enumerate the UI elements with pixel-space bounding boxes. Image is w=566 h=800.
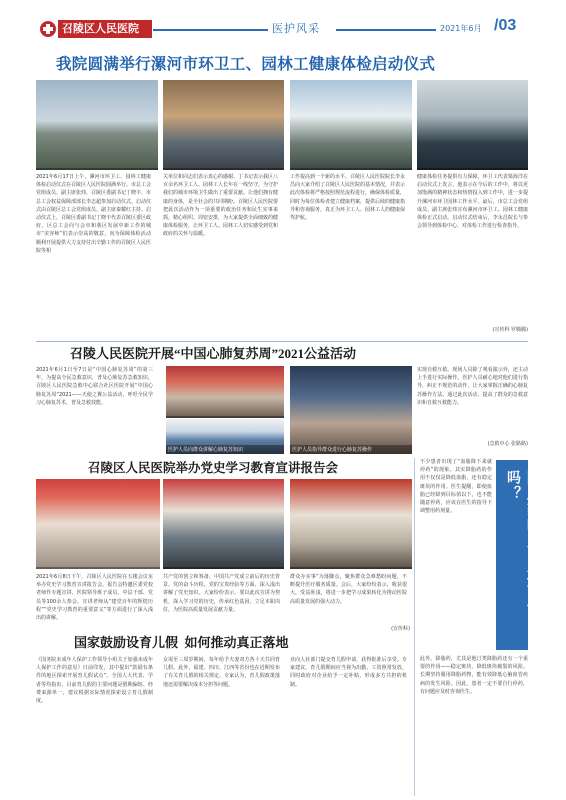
article4-title: 国家鼓励设育儿假 如何推动真正落地 (74, 635, 289, 650)
article3-col-3: 群众办实事”为落脚点，聚焦群众急难愁盼问题，不断提升医疗服务质量。会后，大家纷纷表示，收获很大，受益匪浅，将进一步把学习成果转化为推动医院高质量发展的强大动力。 (290, 574, 407, 605)
article2-title: 召陵人民医院开展“中国心肺复苏周”2021公益活动 (70, 346, 357, 361)
article1-col-4: 健康体检任务提供有力保障。环卫工代表梁海洋在启动仪式上发言，他表示在今后的工作中，将以更加饱满的精神状态和热情投入到工作中，进一步提升漯河市环卫园林工作水平。最后，市总工会党组成员、副主席张炜宣布漯河市环卫工、园林工健康体检正式启动。启动仪式结束后，李永昌院长与参会领导到体检中心，对体检工作进行检查指导。 (417, 174, 528, 230)
article1-col-3: 工作提高到一个新的水平。召陵区人民医院院长李永昌向大家介绍了召陵区人民医院的基本情况，并表示此次体检将严格按照规范流程进行，确保体检质量，同时为每位体检者建立健康档案，提供后续的健康指导和咨询服务，真正为环卫工人、园林工人的健康保驾护航。 (290, 174, 405, 222)
article1-title: 我院圆满举行漯河市环卫工、园林工健康体检启动仪式 (56, 56, 436, 73)
hospital-name: 召陵区人民医院 (58, 20, 152, 38)
sidebar-text-2: 此外，降脂药，尤其是他汀类降脂药还有一个重要的作用——稳定斑块，降低斑块破裂的风险。长期坚持服用降脂药物，能有效降低心脑血管疾病的发生风险。因此，患者一定不要自行停药，有问题应及时咨询医生。 (420, 656, 528, 695)
column-name: 医护风采 (272, 22, 320, 35)
sidebar-title: 降脂药吃上了还能停吗？ (496, 460, 528, 650)
article4-col-1: 《国务院未成年人保护工作领导小组关于加强未成年人保护工作的意见》日前印发，其中提出“鼓励有条件的地区探索开展育儿假试点”。全国人大代表、学者等均指出，目前育儿假的主要问题是假期偏短、经费来源单一，建议根据实际情况探索设立育儿假制度。 (36, 657, 153, 705)
article1-col-2: 关单位和同志们表示衷心的感谢。丁书记表示我区八百余名环卫工人、园林工人长年在一线坚守，为守护我们的城市环境卫生做出了重要贡献。让他们拥有健康的身体，是全社会的共同期盼。召陵区人民医院要把此次活动作为一项重要的政治任务和民生实事来抓，精心组织、周密安排，为大家提供全面细致的健康体检服务，让环卫工人、园林工人切实感受到党和政府的关怀与温暖。 (163, 174, 278, 238)
article2-photo-2: 医护人员向群众讲解心肺复苏知识 (166, 419, 284, 454)
article3-photo-3 (290, 479, 412, 569)
article1-photo-3 (290, 80, 412, 170)
article2-photo-1 (166, 366, 284, 418)
article3-credit: (宣传科) (391, 626, 410, 632)
article1-col-1: 2021年6月17日上午，漯河市环卫工、园林工健康体检启动仪式在召陵区人民医院圆满举行。市总工会党组成员、副主席张炜，召陵区委副书记丁晓丰、市总工会权益保障部部长李志超参加启动仪式。启动仪式由召陵区总工会党组成员、副主席秦耀红主持。启动仪式上，召陵区委副书记丁晓丰代表召陵区委区政府，区总工会向与会市和我区发展中新工作的城市“美容师”们表示崇高的敬意，向为保障体检活动顺利开展提供大力支持付出辛勤工作的召陵区人民医院等相 (36, 174, 151, 254)
page-number: /03 (494, 17, 517, 34)
article1-photo-1 (36, 80, 158, 170)
sidebar-text-1: 不少患者出现了“血脂降下来就停药”的现象。其实降脂药的作用不仅仅是降低血脂，还有稳定斑块的作用。医生提醒，即使血脂已经降到目标值以下，也不能随意停药，应该在医生的指导下调整用药剂量。 (420, 459, 492, 515)
hospital-logo (40, 21, 56, 37)
article2-text-right: 实现自救互救。现场人员除了观看演示外，还主动上手进行实际操作。医护人员耐心地对他们进行指导，纠正不规范的动作，让大家掌握正确的心肺复苏操作方法。通过此次活动，提高了群众的急救意识和自救互救能力。 (417, 367, 528, 406)
article3-col-1: 2021年6月8日下午，召陵区人民医院在五楼会议室举办党史学习教育宣讲报告会。报告会特邀区委党校老师作专题宣讲，医院领导班子成员、中层干部、党员等100余人参会。宣讲老师从“建党百年的辉煌历程”“党史学习教育的重要意义”等方面进行了深入浅出的讲解。 (36, 574, 153, 622)
article3-col-2: 共产党的创立和筹备、中国共产党成立前后的历史背景、党的奋斗历程、党的宝贵经验等方面，深入浅出讲解了党史知识。大家纷纷表示，要以此次宣讲为契机，深入学习党的历史，传承红色基因，立足本职岗位，为医院高质量发展贡献力量。 (163, 574, 280, 613)
article2-photo-3: 医护人员指导群众进行心肺复苏操作 (290, 366, 412, 454)
article4-col-3: 业向人社部门提交育儿假申请，获得批准后享受。专家建议，育儿假期间应当视为出勤，工资照常发放，同时政府对企业给予一定补贴，形成多方共担的机制。 (290, 657, 407, 688)
article2-credit: (急救中心 张路路) (487, 441, 528, 447)
article2-text-left: 2021年6月1日至7日是“中国心肺复苏周”的第三年，为提高全民急救意识，普及心肺复苏急救知识，召陵区人民医院急救中心联合社区医院开展“中国心肺复苏周”2021——天使之翼公益活动，呼吁全民学习心肺复苏术，普及急救技能。 (36, 367, 153, 406)
page-header (0, 0, 566, 46)
article1-credit: (宣传科 罗腾腾) (492, 327, 528, 333)
article3-photo-1 (36, 479, 160, 569)
article3-title: 召陵区人民医院举办党史学习教育宣讲报告会 (88, 461, 339, 475)
article1-photo-2 (163, 80, 284, 170)
issue-date: 2021年6月 (440, 24, 482, 33)
section-divider (36, 341, 528, 342)
article1-photo-4 (417, 80, 528, 170)
article4-col-2: 女需至三周岁期间，每年给予夫妻双方各十天共同育儿假。此外，福建、四川、江西等省份也在近期发布了有关育儿假的相关规定。专家认为，育儿假政策落地还需要解决成本分担等问题。 (163, 657, 280, 688)
article3-photo-2 (163, 479, 284, 569)
